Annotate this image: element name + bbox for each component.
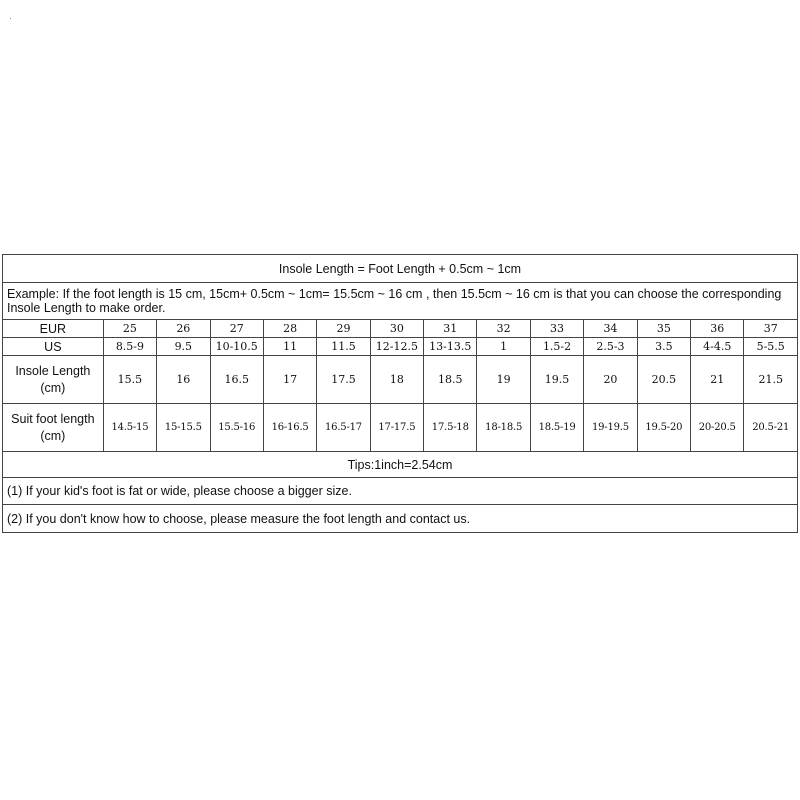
- us-row: [3, 338, 798, 356]
- eur-cell: 27: [210, 320, 263, 338]
- title-row: [3, 255, 798, 283]
- insole-label-line1: Insole Length: [15, 363, 91, 378]
- insole-label-line2: (cm): [40, 380, 66, 395]
- eur-cell: 32: [477, 320, 530, 338]
- eur-cell: 29: [317, 320, 370, 338]
- eur-cell: 37: [744, 320, 798, 338]
- note-row-2: [3, 505, 798, 533]
- suit-cell: 15-15.5: [157, 404, 210, 452]
- us-cell: 9.5: [157, 338, 210, 356]
- suit-cell: 17.5-18: [424, 404, 477, 452]
- us-cell: 8.5-9: [103, 338, 156, 356]
- suit-label-line2: (cm): [40, 428, 66, 443]
- suit-cell: 18.5-19: [530, 404, 583, 452]
- insole-cell: 19: [477, 356, 530, 404]
- size-chart: [2, 254, 798, 533]
- tips-text: Tips:1inch=2.54cm: [3, 452, 798, 478]
- eur-label: EUR: [3, 320, 104, 338]
- insole-cell: 20: [584, 356, 637, 404]
- suit-cell: 18-18.5: [477, 404, 530, 452]
- eur-cell: 26: [157, 320, 210, 338]
- us-label: US: [3, 338, 104, 356]
- us-cell: 11: [263, 338, 316, 356]
- suit-cell: 16-16.5: [263, 404, 316, 452]
- note-2-text: (2) If you don't know how to choose, please measure the foot length and contact us.: [3, 505, 798, 533]
- size-chart-table: [2, 254, 798, 533]
- suit-cell: 19.5-20: [637, 404, 690, 452]
- eur-cell: 28: [263, 320, 316, 338]
- insole-cell: 20.5: [637, 356, 690, 404]
- example-row: [3, 283, 798, 320]
- insole-cell: 16: [157, 356, 210, 404]
- eur-cell: 33: [530, 320, 583, 338]
- insole-cell: 18.5: [424, 356, 477, 404]
- us-cell: 2.5-3: [584, 338, 637, 356]
- us-cell: 4-4.5: [691, 338, 744, 356]
- insole-cell: 17: [263, 356, 316, 404]
- eur-cell: 35: [637, 320, 690, 338]
- us-cell: 12-12.5: [370, 338, 423, 356]
- insole-label: [3, 356, 104, 404]
- us-cell: 11.5: [317, 338, 370, 356]
- suit-row: [3, 404, 798, 452]
- us-cell: 3.5: [637, 338, 690, 356]
- us-cell: 10-10.5: [210, 338, 263, 356]
- suit-cell: 17-17.5: [370, 404, 423, 452]
- eur-row: [3, 320, 798, 338]
- insole-cell: 18: [370, 356, 423, 404]
- eur-cell: 25: [103, 320, 156, 338]
- eur-cell: 36: [691, 320, 744, 338]
- suit-cell: 16.5-17: [317, 404, 370, 452]
- insole-row: [3, 356, 798, 404]
- eur-cell: 30: [370, 320, 423, 338]
- suit-cell: 20-20.5: [691, 404, 744, 452]
- insole-cell: 21.5: [744, 356, 798, 404]
- suit-cell: 14.5-15: [103, 404, 156, 452]
- us-cell: 1.5-2: [530, 338, 583, 356]
- chart-title: Insole Length = Foot Length + 0.5cm ~ 1cm: [3, 255, 798, 283]
- insole-cell: 21: [691, 356, 744, 404]
- note-1-text: (1) If your kid's foot is fat or wide, please choose a bigger size.: [3, 478, 798, 505]
- insole-cell: 19.5: [530, 356, 583, 404]
- us-cell: 1: [477, 338, 530, 356]
- tips-row: [3, 452, 798, 478]
- example-text: Example: If the foot length is 15 cm, 15cm+ 0.5cm ~ 1cm= 15.5cm ~ 16 cm , then 15.5cm ~ 16 cm is that you can choose the corresponding Insole Length to make order.: [3, 283, 798, 320]
- eur-cell: 31: [424, 320, 477, 338]
- note-row-1: [3, 478, 798, 505]
- insole-cell: 17.5: [317, 356, 370, 404]
- suit-label: [3, 404, 104, 452]
- us-cell: 13-13.5: [424, 338, 477, 356]
- suit-cell: 20.5-21: [744, 404, 798, 452]
- insole-cell: 15.5: [103, 356, 156, 404]
- insole-cell: 16.5: [210, 356, 263, 404]
- suit-cell: 15.5-16: [210, 404, 263, 452]
- suit-cell: 19-19.5: [584, 404, 637, 452]
- us-cell: 5-5.5: [744, 338, 798, 356]
- eur-cell: 34: [584, 320, 637, 338]
- suit-label-line1: Suit foot length: [11, 411, 95, 426]
- speck-mark: [10, 18, 11, 19]
